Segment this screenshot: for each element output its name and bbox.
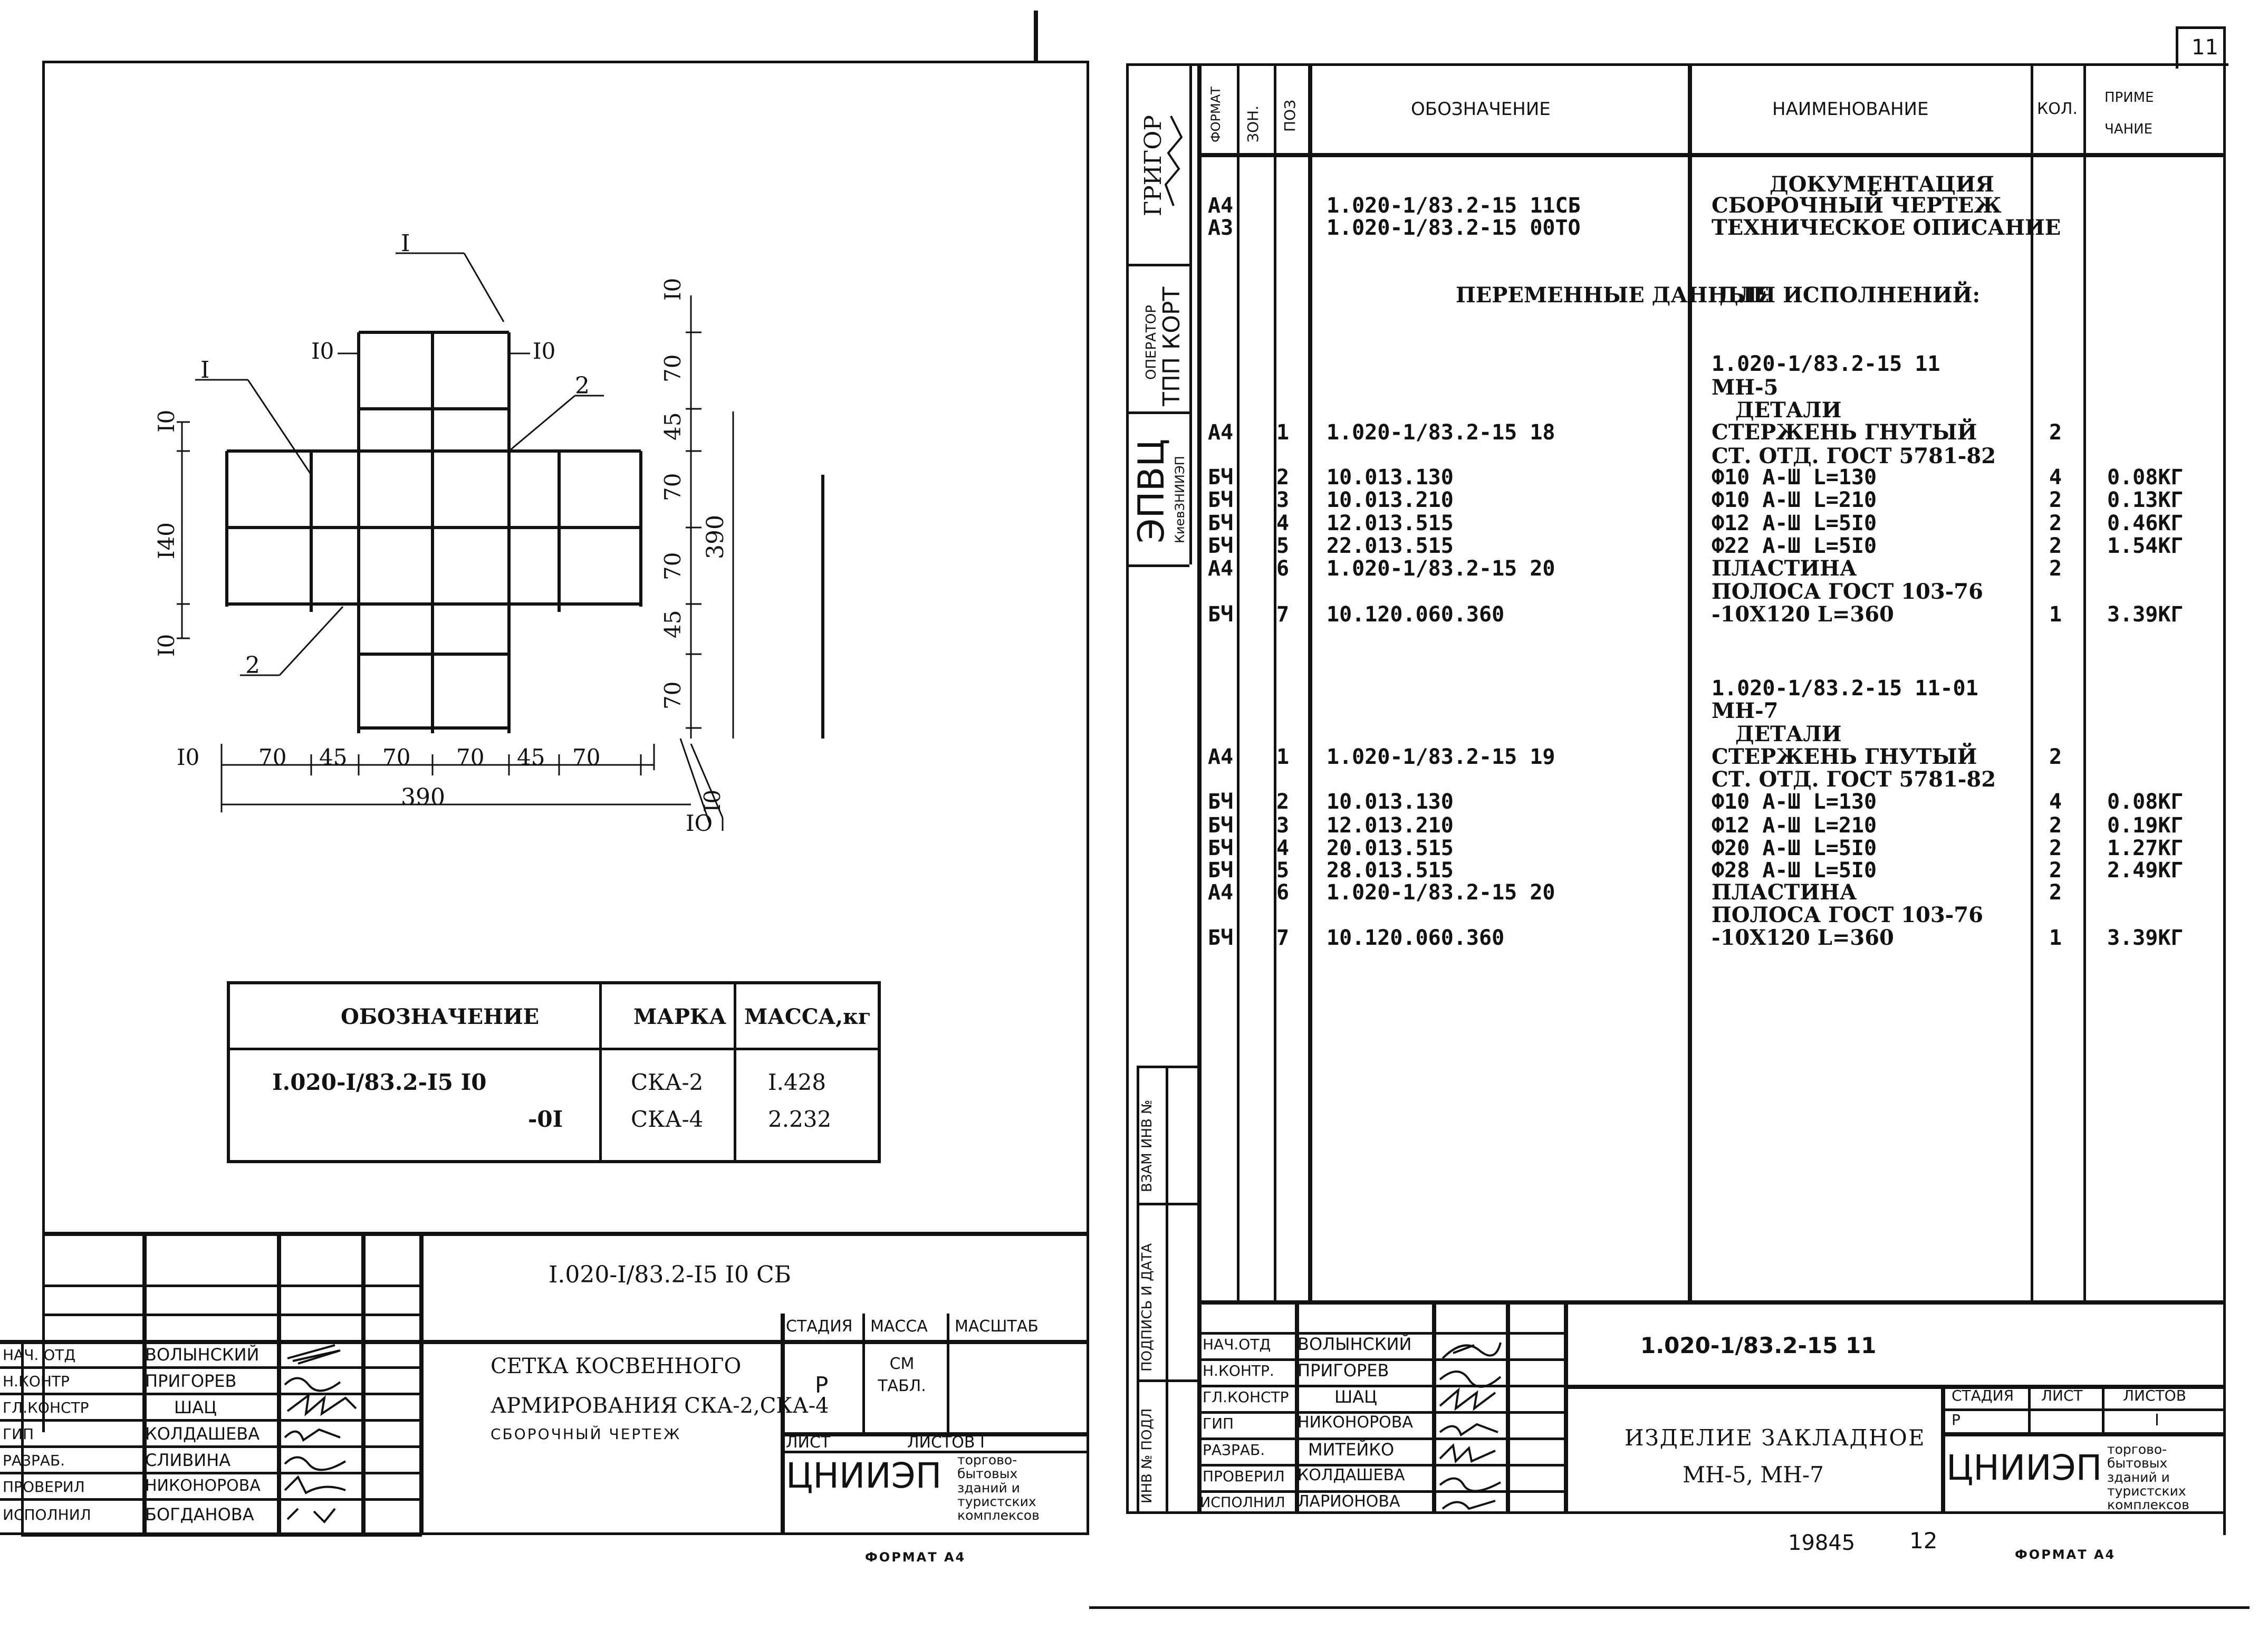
spec-format: БЧ [1208, 926, 1234, 950]
spec-header-note1: ПРИМЕ [2104, 90, 2154, 106]
left-role: РАЗРАБ. [3, 1452, 65, 1469]
spec-name: МН-7 [1712, 698, 1779, 723]
left-role-name: КОЛДАШЕВА [145, 1424, 260, 1444]
spec-name: ДОКУМЕНТАЦИЯ [1770, 172, 1994, 197]
callout-2-left: 2 [245, 652, 260, 679]
spec-pos: 5 [1276, 534, 1290, 558]
spec-format: БЧ [1208, 465, 1234, 490]
dim-bottom-70d: 70 [572, 744, 601, 770]
right-role: ГЛ.КОНСТР [1203, 1388, 1289, 1406]
left-format: ФОРМАТ А4 [865, 1550, 966, 1565]
right-org-desc-line: торгово- [2107, 1442, 2167, 1457]
right-role-name: НИКОНОРОВА [1298, 1413, 1413, 1432]
left-org: ЦНИИЭП [786, 1455, 942, 1496]
spec-name: -10Х120 L=360 [1712, 925, 1894, 950]
left-role: ГИП [3, 1425, 34, 1443]
mass-row1-mark: СКА-2 [631, 1069, 704, 1095]
callout-2-right: 2 [575, 372, 590, 399]
mass-row2-mass: 2.232 [768, 1106, 832, 1132]
spec-name: ПЛАСТИНА [1712, 880, 1857, 905]
spec-name: 1.020-1/83.2-15 11 [1712, 352, 1940, 376]
dim-top-right: I0 [533, 338, 556, 364]
left-role: Н.КОНТР [3, 1373, 70, 1390]
spec-pos: 2 [1276, 790, 1290, 814]
left-doc-number: I.020-I/83.2-I5 I0 СБ [549, 1261, 791, 1288]
spec-name: ПЛАСТИНА [1712, 556, 1857, 581]
left-scale-header: МАСШТАБ [955, 1317, 1039, 1336]
spec-name: СТЕРЖЕНЬ ГНУТЫЙ [1712, 420, 1977, 445]
mass-row1-mass: I.428 [768, 1069, 827, 1095]
dim-right-70b: 70 [660, 473, 686, 501]
left-title-line1: СЕТКА КОСВЕННОГО [491, 1354, 742, 1378]
callout-1-top: I [401, 230, 410, 257]
right-role-name: МИТЕЙКО [1308, 1440, 1395, 1460]
spec-note: 0.08КГ [2107, 465, 2184, 490]
spec-name: Ф22 А-Ш L=5I0 [1712, 534, 1877, 558]
spec-qty: 2 [2049, 488, 2062, 512]
spec-designation: 10.120.060.360 [1327, 926, 1505, 950]
spec-note: 0.13КГ [2107, 488, 2184, 512]
dim-bottom-10b: I0 [699, 789, 725, 812]
spec-designation: 22.013.515 [1327, 534, 1454, 558]
right-org-desc-line: бытовых [2107, 1455, 2168, 1471]
spec-note: 1.27КГ [2107, 836, 2184, 860]
spec-name: ТЕХНИЧЕСКОЕ ОПИСАНИЕ [1712, 215, 2061, 240]
spec-name: ДЕТАЛИ [1735, 398, 1842, 423]
dim-left-10b: I0 [153, 634, 179, 657]
dim-left-10a: I0 [153, 409, 179, 433]
dim-right-70d: 70 [660, 681, 686, 710]
left-role-name: ВОЛЫНСКИЙ [145, 1345, 260, 1365]
right-footer-number: 19845 [1788, 1531, 1856, 1555]
right-role: ГИП [1203, 1415, 1234, 1432]
spec-format: А4 [1208, 880, 1234, 905]
spec-name: Ф10 А-Ш L=130 [1712, 465, 1877, 490]
right-stage-header: СТАДИЯ [1952, 1387, 2014, 1404]
dim-right-45a: 45 [660, 412, 686, 440]
spec-pos: 7 [1276, 602, 1290, 627]
spec-pos: 7 [1276, 926, 1290, 950]
spec-note: 3.39КГ [2107, 926, 2184, 950]
spec-format: БЧ [1208, 602, 1234, 627]
stamp-tpp: ТПП КОРТ [1158, 286, 1185, 406]
left-role-name: НИКОНОРОВА [145, 1477, 261, 1495]
spec-name: Ф12 А-Ш L=5I0 [1712, 511, 1877, 535]
spec-pos: 1 [1276, 420, 1290, 445]
spec-header-name: НАИМЕНОВАНИЕ [1772, 99, 1929, 120]
spec-name: Ф28 А-Ш L=5I0 [1712, 858, 1877, 883]
dim-bottom-70b: 70 [382, 744, 411, 770]
spec-format: А3 [1208, 216, 1234, 240]
spec-pos: 3 [1276, 488, 1290, 512]
spec-designation: 1.020-1/83.2-15 00ТО [1327, 216, 1581, 240]
spec-note: 0.46КГ [2107, 511, 2184, 535]
right-org-desc [2107, 1443, 2189, 1512]
spec-name: Ф10 А-Ш L=210 [1712, 488, 1877, 512]
spec-qty: 2 [2049, 836, 2062, 860]
dim-bottom-45a: 45 [319, 744, 348, 770]
spec-header-format: ФОРМАТ [1208, 87, 1223, 142]
right-stage-value: Р [1952, 1411, 1961, 1429]
mass-row2-mark: СКА-4 [631, 1106, 704, 1132]
dim-right-70a: 70 [660, 354, 686, 382]
spec-qty: 2 [2049, 880, 2062, 905]
left-signatures [277, 1340, 361, 1532]
left-role: ИСПОЛНИЛ [3, 1506, 91, 1523]
spec-name: ДЕТАЛИ [1735, 722, 1842, 746]
right-role-name: КОЛДАШЕВА [1298, 1466, 1405, 1484]
stamp-grigor: ГРИГОР [1140, 115, 1167, 216]
spec-name: ПОЛОСА ГОСТ 103-76 [1712, 579, 1983, 604]
left-mass-header: МАССА [870, 1317, 928, 1336]
right-doc-number: 1.020-1/83.2-15 11 [1640, 1333, 1877, 1358]
spec-format: А4 [1208, 420, 1234, 445]
right-role: РАЗРАБ. [1203, 1441, 1265, 1459]
spec-header-qty: КОЛ. [2037, 100, 2078, 118]
spec-designation: 1.020-1/83.2-15 19 [1327, 745, 1555, 769]
left-org-desc [957, 1453, 1040, 1522]
mass-header-mass: МАССА,кг [744, 1004, 871, 1029]
stamp-epvts: ЭПВЦ [1131, 438, 1173, 543]
right-org-desc-line: зданий и [2107, 1469, 2170, 1485]
right-role: Н.КОНТР. [1203, 1362, 1274, 1379]
spec-qty: 1 [2049, 926, 2062, 950]
spec-designation: 1.020-1/83.2-15 11СБ [1327, 194, 1581, 218]
dim-left-140: I40 [153, 522, 179, 559]
left-role-name: БОГДАНОВА [145, 1504, 254, 1525]
stamp-signature [1160, 106, 1187, 211]
spec-qty: 2 [2049, 858, 2062, 883]
spec-pos: 1 [1276, 745, 1290, 769]
spec-name: ДЛЯ ИСПОЛНЕНИЙ: [1719, 283, 1981, 308]
spec-qty: 2 [2049, 813, 2062, 838]
spec-qty: 2 [2049, 511, 2062, 535]
spec-header-pos: ПОЗ [1281, 99, 1299, 132]
left-role: ГЛ.КОНСТР [3, 1399, 89, 1416]
right-format: ФОРМАТ А4 [2015, 1547, 2116, 1562]
spec-name: СТЕРЖЕНЬ ГНУТЫЙ [1712, 744, 1977, 769]
right-role-name: ВОЛЫНСКИЙ [1298, 1334, 1412, 1354]
left-role-name: СЛИВИНА [145, 1450, 231, 1470]
dim-bottom-10: I0 [177, 744, 200, 770]
stamp-podpis: ПОДПИСЬ И ДАТА [1139, 1243, 1155, 1372]
mass-table [227, 981, 881, 1163]
right-org-desc-line: комплексов [2107, 1497, 2189, 1512]
left-role-name: ШАЦ [174, 1397, 217, 1417]
spec-format: БЧ [1208, 836, 1234, 860]
spec-designation: 28.013.515 [1327, 858, 1454, 883]
spec-pos: 3 [1276, 813, 1290, 838]
spec-designation: 10.013.130 [1327, 465, 1454, 490]
spec-pos: 6 [1276, 557, 1290, 581]
spec-pos: 4 [1276, 836, 1290, 860]
right-sheet-header: ЛИСТ [2041, 1387, 2083, 1404]
spec-name: СТ. ОТД. ГОСТ 5781-82 [1712, 767, 1996, 792]
spec-header-zone: ЗОН. [1244, 106, 1262, 142]
mesh-drawing [132, 211, 870, 897]
left-role: ПРОВЕРИЛ [3, 1478, 85, 1496]
right-role: НАЧ.ОТД [1203, 1336, 1271, 1353]
stamp-vzam: ВЗАМ ИНВ № [1139, 1099, 1155, 1192]
left-org-desc-line: торгово- [957, 1452, 1017, 1468]
spec-qty: 1 [2049, 602, 2062, 627]
right-role: ПРОВЕРИЛ [1203, 1468, 1285, 1485]
spec-name: -10Х120 L=360 [1712, 602, 1894, 627]
mass-row1-designation: I.020-I/83.2-I5 I0 [272, 1069, 487, 1095]
right-role-name: ЛАРИОНОВА [1298, 1492, 1400, 1511]
dim-top-vert: I0 [660, 277, 686, 301]
spec-format: А4 [1208, 745, 1234, 769]
spec-format: БЧ [1208, 813, 1234, 838]
spec-name: Ф10 А-Ш L=130 [1712, 790, 1877, 814]
left-stage-header: СТАДИЯ [786, 1317, 853, 1336]
mass-row2-designation: -0I [528, 1106, 563, 1132]
spec-qty: 4 [2049, 790, 2062, 814]
spec-format: А4 [1208, 557, 1234, 581]
spec-name: Ф12 А-Ш L=210 [1712, 813, 1877, 838]
right-corner-number: 11 [2192, 35, 2218, 60]
spec-name: ПОЛОСА ГОСТ 103-76 [1712, 903, 1983, 927]
left-subtitle: СБОРОЧНЫЙ ЧЕРТЕЖ [491, 1425, 681, 1443]
spec-note: 1.54КГ [2107, 534, 2184, 558]
right-sheets-value: I [2155, 1411, 2159, 1430]
spec-qty: 2 [2049, 534, 2062, 558]
right-role-name: ШАЦ [1334, 1387, 1377, 1407]
left-role-name: ПРИГОРЕВ [145, 1371, 237, 1391]
spec-pos: 4 [1276, 511, 1290, 535]
spec-pos: 5 [1276, 858, 1290, 883]
spec-note: 0.08КГ [2107, 790, 2184, 814]
dim-right-total: 390 [702, 515, 729, 559]
right-org-desc-line: туристских [2107, 1483, 2186, 1499]
dim-right-70c: 70 [660, 552, 686, 580]
stamp-kiev: КиевЗНИИЭП [1173, 456, 1187, 543]
dim-bottom-45b: 45 [517, 744, 545, 770]
spec-qty: 2 [2049, 420, 2062, 445]
spec-header-note2: ЧАНИЕ [2104, 121, 2153, 137]
spec-qty: 4 [2049, 465, 2062, 490]
right-title-line1: ИЗДЕЛИЕ ЗАКЛАДНОЕ [1625, 1425, 1926, 1451]
spec-name: СТ. ОТД. ГОСТ 5781-82 [1712, 444, 1996, 468]
left-role: НАЧ. ОТД [3, 1346, 76, 1364]
spec-note: 2.49КГ [2107, 858, 2184, 883]
mass-header-designation: ОБОЗНАЧЕНИЕ [341, 1004, 540, 1029]
dim-bottom-70a: 70 [258, 744, 287, 770]
spec-designation: 20.013.515 [1327, 836, 1454, 860]
spec-format: БЧ [1208, 511, 1234, 535]
spec-name: СБОРОЧНЫЙ ЧЕРТЕЖ [1712, 193, 2002, 218]
spec-note: 3.39КГ [2107, 602, 2184, 627]
right-role-name: ПРИГОРЕВ [1298, 1360, 1389, 1381]
mass-header-mark: МАРКА [633, 1004, 726, 1029]
left-org-desc-line: зданий и [957, 1480, 1020, 1496]
dim-bottom-70c: 70 [456, 744, 485, 770]
spec-format: БЧ [1208, 534, 1234, 558]
stamp-operator: ОПЕРАТОР [1143, 305, 1159, 380]
spec-designation: 12.013.210 [1327, 813, 1454, 838]
spec-designation: ПЕРЕМЕННЫЕ ДАННЫЕ [1456, 283, 1769, 308]
left-org-desc-line: комплексов [957, 1508, 1040, 1523]
left-org-desc-line: туристских [957, 1493, 1036, 1509]
left-stage-value: Р [815, 1372, 829, 1398]
right-footer-page: 12 [1909, 1528, 1938, 1554]
dim-bottom-total: 390 [401, 784, 445, 811]
spec-designation: 10.013.130 [1327, 790, 1454, 814]
spec-pos: 6 [1276, 880, 1290, 905]
right-title-line2: МН-5, МН-7 [1683, 1462, 1824, 1488]
spec-format: А4 [1208, 194, 1234, 218]
spec-designation: 1.020-1/83.2-15 20 [1327, 557, 1555, 581]
spec-name: Ф20 А-Ш L=5I0 [1712, 836, 1877, 860]
spec-name: 1.020-1/83.2-15 11-01 [1712, 676, 1978, 701]
spec-format: БЧ [1208, 858, 1234, 883]
dim-right-45b: 45 [660, 610, 686, 638]
spec-note: 0.19КГ [2107, 813, 2184, 838]
spec-designation: 10.120.060.360 [1327, 602, 1505, 627]
spec-format: БЧ [1208, 488, 1234, 512]
spec-designation: 1.020-1/83.2-15 18 [1327, 420, 1555, 445]
dim-top-left: I0 [311, 338, 334, 364]
stamp-inv: ИНВ № ПОДЛ [1139, 1408, 1155, 1503]
spec-qty: 2 [2049, 557, 2062, 581]
left-org-desc-line: бытовых [957, 1466, 1018, 1482]
right-role: ИСПОЛНИЛ [1200, 1494, 1285, 1511]
spec-designation: 1.020-1/83.2-15 20 [1327, 880, 1555, 905]
left-sheets-label: ЛИСТОВ I [907, 1433, 985, 1452]
spec-qty: 2 [2049, 745, 2062, 769]
spec-pos: 2 [1276, 465, 1290, 490]
left-mass-value: СМ ТАБЛ. [878, 1355, 926, 1395]
spec-name: МН-5 [1712, 375, 1779, 400]
spec-designation: 10.013.210 [1327, 488, 1454, 512]
callout-1-left: I [200, 357, 210, 384]
left-title-line2: АРМИРОВАНИЯ СКА-2,СКА-4 [491, 1394, 829, 1418]
right-sheets-header: ЛИСТОВ [2123, 1387, 2186, 1404]
left-sheet-label: ЛИСТ [786, 1433, 831, 1452]
spec-header-designation: ОБОЗНАЧЕНИЕ [1411, 99, 1551, 120]
dim-bottom-10c: IO [686, 810, 713, 836]
spec-designation: 12.013.515 [1327, 511, 1454, 535]
right-org: ЦНИИЭП [1946, 1448, 2102, 1488]
spec-format: БЧ [1208, 790, 1234, 814]
right-signatures [1432, 1300, 1506, 1511]
